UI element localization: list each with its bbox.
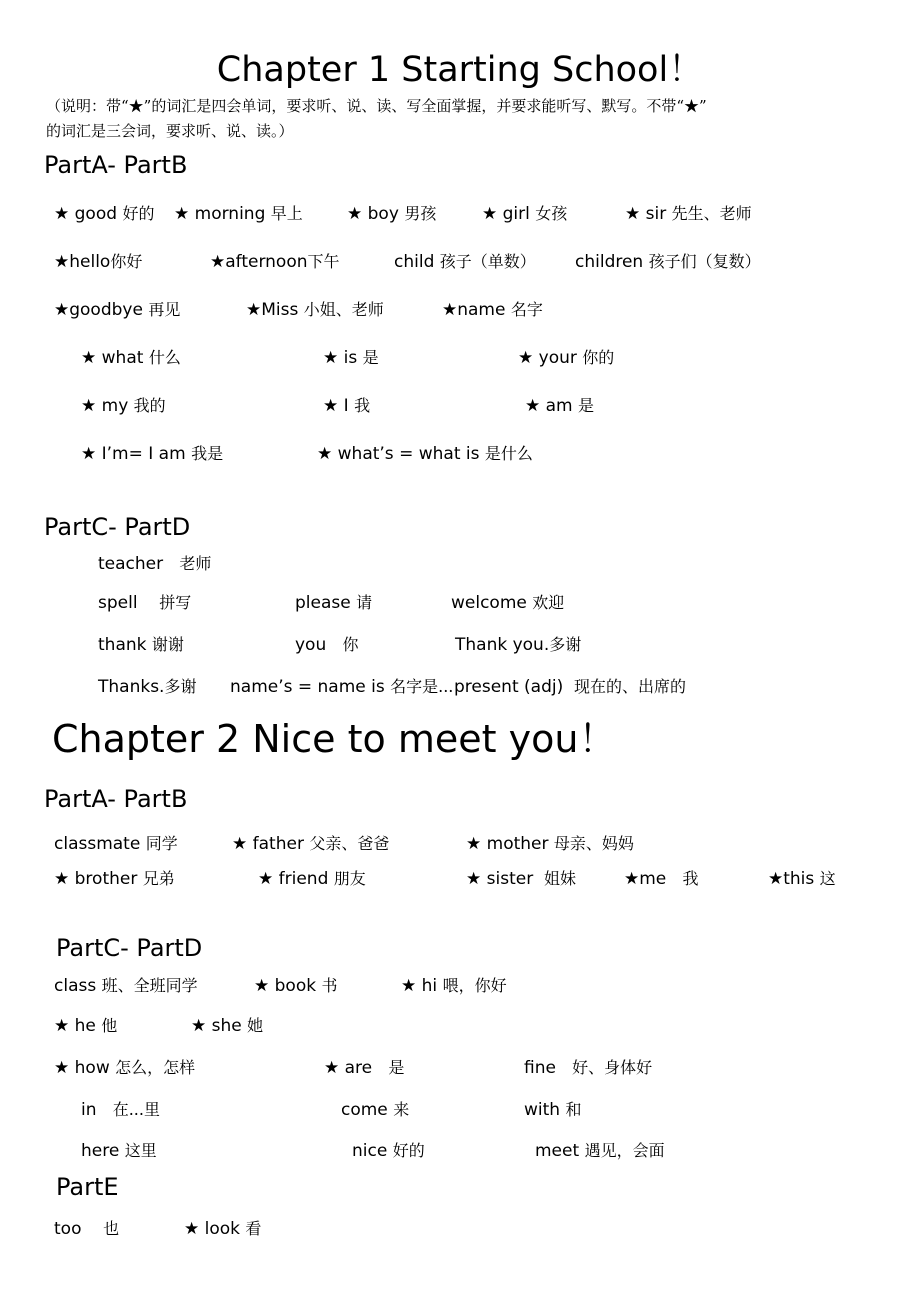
- vocab-item: with 和: [524, 1100, 582, 1120]
- vocab-item: ★ look 看: [184, 1219, 262, 1239]
- vocab-item: Thanks.多谢: [98, 677, 197, 697]
- ch1-section-ab-heading: PartA- PartB: [44, 151, 188, 179]
- vocab-item: come 来: [341, 1100, 410, 1120]
- instructions-note: [46, 94, 886, 144]
- vocab-item: ★ she 她: [191, 1016, 264, 1036]
- vocab-item: too 也: [54, 1219, 120, 1239]
- vocab-item: ★this 这: [768, 869, 836, 889]
- vocab-item: ★ my 我的: [81, 396, 166, 416]
- vocab-item: ★ father 父亲、爸爸: [232, 834, 390, 854]
- vocab-item: present (adj) 现在的、出席的: [454, 677, 687, 697]
- vocab-item: ★ mother 母亲、妈妈: [466, 834, 634, 854]
- chapter-2-title: Chapter 2 Nice to meet you！: [52, 717, 617, 761]
- vocab-item: ★hello你好: [54, 252, 143, 272]
- vocab-item: ★ morning 早上: [174, 204, 303, 224]
- vocab-item: children 孩子们（复数）: [575, 252, 761, 272]
- vocab-item: Thank you.多谢: [455, 635, 582, 655]
- vocab-item: ★ sir 先生、老师: [625, 204, 752, 224]
- vocab-item: please 请: [295, 593, 373, 613]
- vocab-item: ★ friend 朋友: [258, 869, 366, 889]
- vocab-item: ★ I 我: [323, 396, 371, 416]
- vocab-item: ★ boy 男孩: [347, 204, 437, 224]
- vocab-item: thank 谢谢: [98, 635, 184, 655]
- vocab-item: ★ is 是: [323, 348, 379, 368]
- vocab-item: ★ book 书: [254, 976, 338, 996]
- vocab-item: ★ girl 女孩: [482, 204, 568, 224]
- vocab-item: ★ am 是: [525, 396, 595, 416]
- vocab-item: child 孩子（单数）: [394, 252, 536, 272]
- vocab-item: ★me 我: [624, 869, 699, 889]
- vocab-item: ★name 名字: [442, 300, 543, 320]
- vocab-item: ★ good 好的: [54, 204, 155, 224]
- vocab-item: ★ hi 喂，你好: [401, 976, 507, 996]
- vocab-item: class 班、全班同学: [54, 976, 198, 996]
- note-line-1: （说明：带“★”的词汇是四会单词，要求听、说、读、写全面掌握，并要求能听写、默写。不带“★”: [46, 97, 707, 115]
- vocab-item: ★ brother 兄弟: [54, 869, 175, 889]
- chapter-1-title: Chapter 1 Starting School！: [216, 50, 704, 90]
- ch2-section-e-heading: PartE: [56, 1173, 119, 1201]
- vocab-item: classmate 同学: [54, 834, 178, 854]
- vocab-item: you 你: [295, 635, 359, 655]
- vocab-item: ★ what’s = what is 是什么: [317, 444, 533, 464]
- vocab-item: ★ sister 姐妹: [466, 869, 577, 889]
- vocab-item: ★ how 怎么，怎样: [54, 1058, 196, 1078]
- vocab-item: ★Miss 小姐、老师: [246, 300, 384, 320]
- vocab-item: ★ what 什么: [81, 348, 181, 368]
- vocab-item: teacher 老师: [98, 554, 212, 574]
- ch2-section-ab-heading: PartA- PartB: [44, 785, 188, 813]
- vocab-item: ★afternoon下午: [210, 252, 340, 272]
- vocab-item: meet 遇见，会面: [535, 1141, 665, 1161]
- ch1-section-cd-heading: PartC- PartD: [44, 513, 191, 541]
- vocab-item: fine 好、身体好: [524, 1058, 653, 1078]
- vocab-item: nice 好的: [352, 1141, 425, 1161]
- ch2-section-cd-heading: PartC- PartD: [56, 934, 203, 962]
- vocab-item: welcome 欢迎: [451, 593, 565, 613]
- vocab-item: spell 拼写: [98, 593, 192, 613]
- vocab-item: ★ your 你的: [518, 348, 615, 368]
- vocab-item: here 这里: [81, 1141, 157, 1161]
- vocab-item: name’s = name is 名字是...: [230, 677, 454, 697]
- vocab-item: ★ are 是: [324, 1058, 405, 1078]
- vocab-item: in 在...里: [81, 1100, 160, 1120]
- note-line-2: 的词汇是三会词，要求听、说、读。）: [46, 122, 294, 140]
- vocab-item: ★ he 他: [54, 1016, 118, 1036]
- vocab-item: ★ I’m= I am 我是: [81, 444, 224, 464]
- vocab-item: ★goodbye 再见: [54, 300, 181, 320]
